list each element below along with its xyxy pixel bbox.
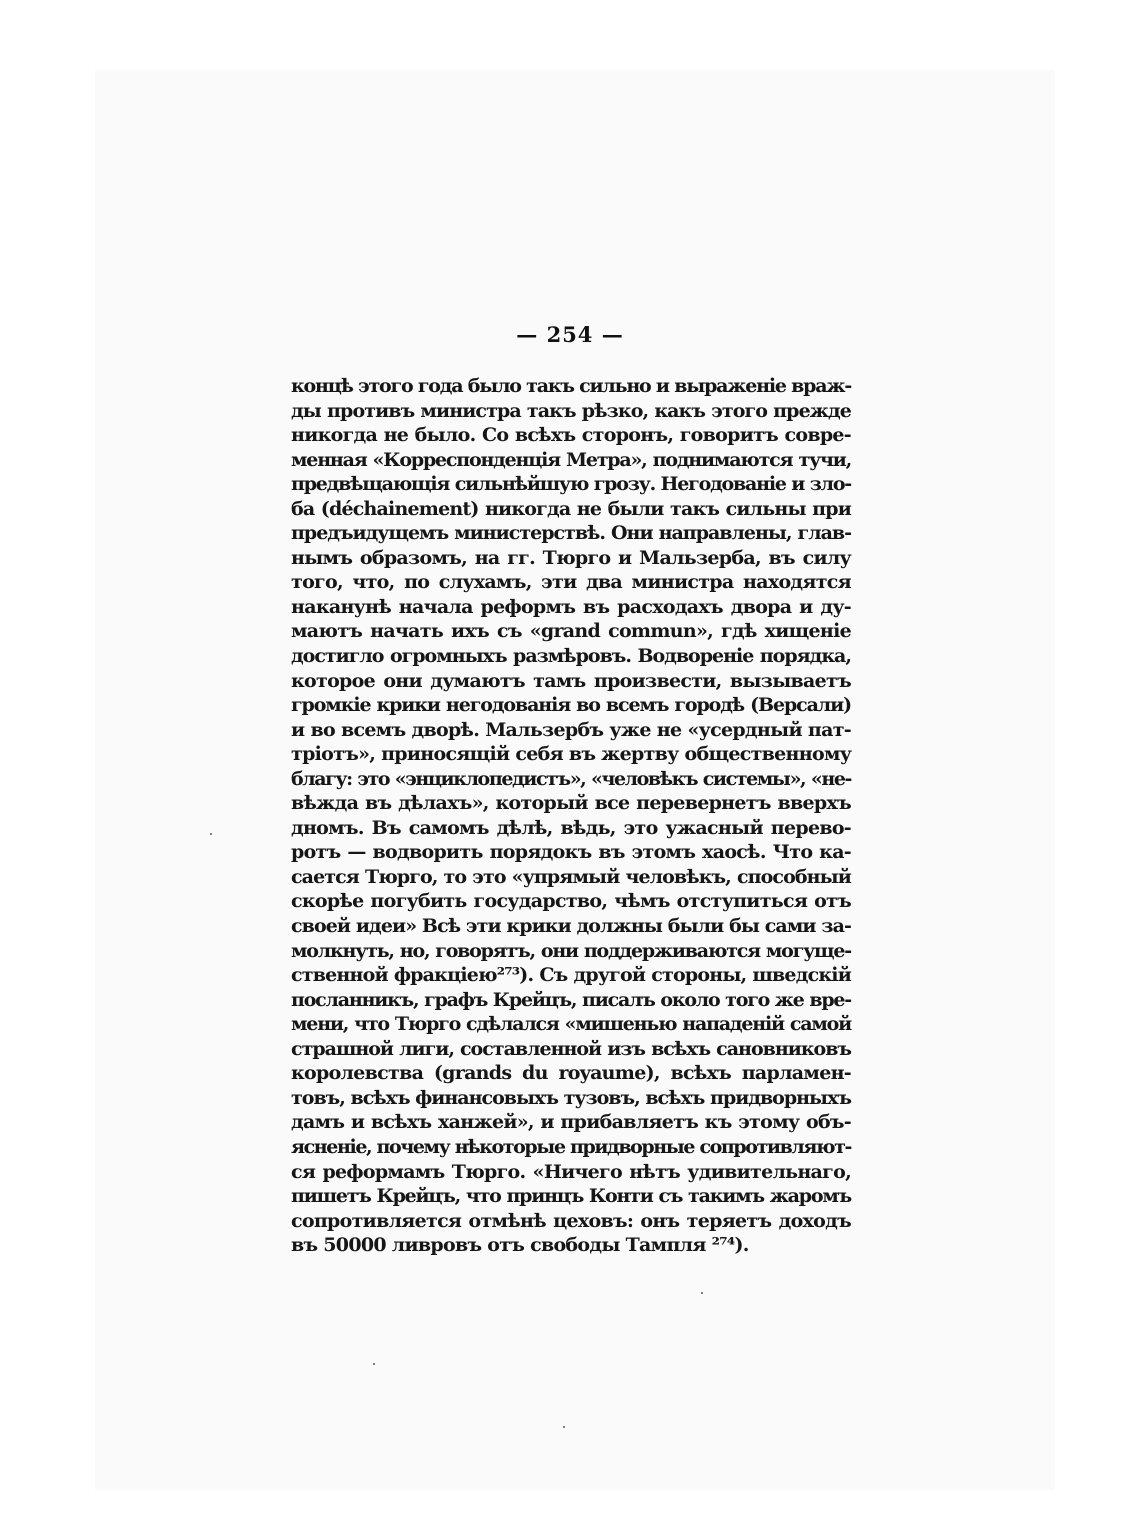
text-line: дномъ. Въ самомъ дѣлѣ, вѣдь, это ужасный перево- [291, 816, 851, 839]
text-line: ротъ — водворить порядокъ въ этомъ хаосѣ. Что ка- [291, 841, 851, 864]
text-line: сается Тюрго, то это «упрямый человѣкъ, способный [291, 865, 851, 888]
text-line: ды противъ министра такъ рѣзко, какъ этого прежде [291, 399, 851, 422]
text-line: никогда не было. Со всѣхъ сторонъ, говоритъ совре- [291, 424, 851, 447]
text-line: и во всемъ дворѣ. Мальзербъ уже не «усердный пат- [291, 718, 851, 741]
text-line: достигло огромныхъ размѣровъ. Водвореніе порядка, [291, 645, 851, 668]
text-line: ясненіе, почему нѣкоторые придворные сопротивляют- [291, 1135, 851, 1158]
text-line: ственной фракціею²⁷³). Съ другой стороны, шведскій [291, 964, 851, 987]
scan-speck [701, 1292, 703, 1294]
text-line: которое они думаютъ тамъ произвести, вызываетъ [291, 669, 851, 692]
text-line: сопротивляется отмѣнѣ цеховъ: онъ теряетъ доходъ [291, 1209, 851, 1232]
text-line: концѣ этого года было такъ сильно и выраженіе враж- [291, 375, 852, 397]
text-line: ся реформамъ Тюрго. «Ничего нѣтъ удивительнаго, [291, 1160, 851, 1183]
page-number: — 254 — [516, 322, 624, 347]
text-line: менная «Корреспонденція Метра», поднимаются тучи, [291, 448, 851, 471]
text-line: предъидущемъ министерствѣ. Они направлены, глав- [291, 522, 851, 545]
text-line: благу: это «энциклопедистъ», «человѣкъ системы», «не- [291, 767, 851, 790]
text-line: мени, что Тюрго сдѣлался «мишенью нападеній самой [291, 1013, 851, 1036]
body-text [291, 374, 851, 1258]
text-line: скорѣе погубить государство, чѣмъ отступиться отъ [291, 890, 851, 913]
text-line: маютъ начать ихъ съ «grand commun», гдѣ хищеніе [291, 620, 851, 643]
text-line: молкнуть, но, говорятъ, они поддерживаются могуще- [291, 939, 851, 962]
text-line: своей идеи» Всѣ эти крики должны были бы сами за- [291, 915, 851, 938]
text-line: пишетъ Крейцъ, что принцъ Конти съ такимъ жаромъ [291, 1185, 851, 1208]
text-line: наканунѣ начала реформъ въ расходахъ двора и ду- [291, 595, 851, 618]
text-line: дамъ и всѣхъ ханжей», и прибавляетъ къ этому объ- [291, 1111, 851, 1134]
text-line: того, что, по слухамъ, эти два министра находятся [291, 571, 851, 594]
text-line: страшной лиги, составленной изъ всѣхъ сановниковъ [291, 1037, 851, 1060]
scan-speck [563, 1426, 565, 1428]
text-line: королевства (grands du royaume), всѣхъ парламен- [291, 1062, 851, 1085]
text-line: ба (déchainement) никогда не были такъ сильны при [291, 497, 851, 520]
text-line: посланникъ, графъ Крейцъ, писалъ около того же вре- [291, 988, 851, 1011]
text-line: громкіе крики негодованія во всемъ городѣ (Версали) [291, 694, 851, 717]
scan-speck [210, 833, 212, 835]
text-line: тріотъ», приносящій себя въ жертву общественному [291, 743, 852, 766]
text-line: нымъ образомъ, на гг. Тюрго и Мальзерба, въ силу [291, 546, 851, 569]
text-line: товъ, всѣхъ финансовыхъ тузовъ, всѣхъ придворныхъ [291, 1086, 851, 1109]
text-line: въ 50000 ливровъ отъ свободы Тампля ²⁷⁴). [291, 1234, 749, 1257]
text-line: вѣжда въ дѣлахъ», который все перевернетъ вверхъ [291, 792, 851, 815]
text-line: предвѣщающія сильнѣйшую грозу. Негодованіе и зло- [291, 473, 851, 496]
scan-speck [373, 1363, 375, 1365]
